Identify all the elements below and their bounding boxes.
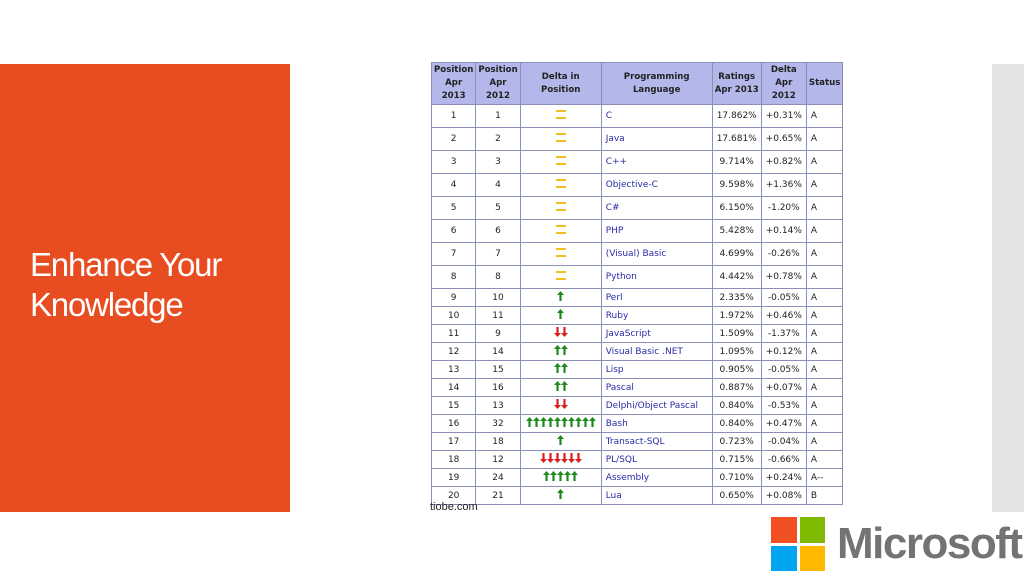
arrow-up-icon (547, 417, 554, 427)
cell-delta-rating: +0.82% (761, 151, 806, 174)
table-row (432, 343, 843, 361)
delta-indicator (554, 345, 568, 355)
arrow-up-icon (557, 471, 564, 481)
cell-position-2012: 3 (476, 151, 520, 174)
logo-square-yellow (800, 546, 826, 572)
arrow-up-icon (561, 345, 568, 355)
cell-status: A (806, 307, 842, 325)
cell-position-2013: 16 (432, 415, 476, 433)
slide-title (30, 245, 280, 325)
cell-status: B (806, 487, 842, 505)
cell-language: Assembly (601, 469, 712, 487)
cell-delta-rating: -0.05% (761, 289, 806, 307)
arrow-up-icon (568, 417, 575, 427)
delta-indicator (556, 248, 566, 257)
cell-delta-position (520, 451, 601, 469)
equals-icon (556, 133, 566, 142)
delta-indicator (554, 399, 568, 409)
cell-language: C# (601, 197, 712, 220)
cell-delta-position (520, 128, 601, 151)
cell-delta-rating: +0.14% (761, 220, 806, 243)
cell-ratings: 5.428% (712, 220, 761, 243)
arrow-up-icon (561, 381, 568, 391)
table-row (432, 197, 843, 220)
arrow-up-icon (554, 345, 561, 355)
logo-square-red (771, 517, 797, 543)
arrow-down-icon (554, 399, 561, 409)
equals-icon (556, 248, 566, 257)
cell-delta-position (520, 361, 601, 379)
cell-position-2013: 6 (432, 220, 476, 243)
cell-delta-rating: +0.24% (761, 469, 806, 487)
delta-indicator (557, 291, 564, 301)
ranking-table-container (431, 62, 843, 505)
cell-delta-position (520, 197, 601, 220)
delta-indicator (557, 489, 564, 499)
equals-icon (556, 271, 566, 280)
cell-position-2012: 11 (476, 307, 520, 325)
cell-status: A (806, 415, 842, 433)
cell-status: A (806, 105, 842, 128)
cell-ratings: 4.442% (712, 266, 761, 289)
slide-title-line-1: Enhance Your (30, 246, 222, 283)
delta-indicator (540, 453, 582, 463)
delta-indicator (556, 156, 566, 165)
cell-language: Lisp (601, 361, 712, 379)
cell-position-2013: 10 (432, 307, 476, 325)
cell-ratings: 17.862% (712, 105, 761, 128)
cell-delta-rating: +0.07% (761, 379, 806, 397)
cell-position-2013: 5 (432, 197, 476, 220)
cell-status: A (806, 451, 842, 469)
cell-position-2012: 2 (476, 128, 520, 151)
cell-ratings: 1.095% (712, 343, 761, 361)
cell-status: A (806, 197, 842, 220)
cell-language: JavaScript (601, 325, 712, 343)
slide-title-line-2: Knowledge (30, 286, 183, 323)
header-position-2013: Position Apr 2013 (432, 63, 476, 105)
cell-status: A (806, 174, 842, 197)
cell-status: A (806, 289, 842, 307)
arrow-up-icon (557, 291, 564, 301)
delta-indicator (557, 309, 564, 319)
cell-delta-rating: -0.53% (761, 397, 806, 415)
arrow-up-icon (554, 381, 561, 391)
cell-language: Python (601, 266, 712, 289)
arrow-down-icon (561, 399, 568, 409)
header-delta-rating: Delta Apr 2012 (761, 63, 806, 105)
cell-ratings: 4.699% (712, 243, 761, 266)
cell-position-2012: 4 (476, 174, 520, 197)
table-row (432, 397, 843, 415)
cell-delta-position (520, 289, 601, 307)
arrow-up-icon (540, 417, 547, 427)
cell-ratings: 2.335% (712, 289, 761, 307)
cell-language: C (601, 105, 712, 128)
table-row (432, 266, 843, 289)
side-decor-bar (992, 64, 1024, 512)
cell-language: (Visual) Basic (601, 243, 712, 266)
arrow-up-icon (564, 471, 571, 481)
cell-position-2012: 1 (476, 105, 520, 128)
cell-position-2013: 8 (432, 266, 476, 289)
cell-language: Java (601, 128, 712, 151)
cell-position-2013: 12 (432, 343, 476, 361)
cell-position-2012: 6 (476, 220, 520, 243)
table-row (432, 105, 843, 128)
cell-status: A (806, 343, 842, 361)
cell-position-2013: 9 (432, 289, 476, 307)
cell-delta-rating: -0.66% (761, 451, 806, 469)
cell-position-2012: 9 (476, 325, 520, 343)
cell-language: Objective-C (601, 174, 712, 197)
table-row (432, 415, 843, 433)
header-ratings: Ratings Apr 2013 (712, 63, 761, 105)
cell-ratings: 0.715% (712, 451, 761, 469)
cell-delta-position (520, 469, 601, 487)
cell-delta-position (520, 220, 601, 243)
cell-position-2012: 32 (476, 415, 520, 433)
cell-position-2013: 7 (432, 243, 476, 266)
arrow-up-icon (554, 363, 561, 373)
header-delta-position: Delta in Position (520, 63, 601, 105)
cell-position-2012: 5 (476, 197, 520, 220)
cell-position-2013: 1 (432, 105, 476, 128)
arrow-up-icon (571, 471, 578, 481)
cell-status: A (806, 128, 842, 151)
cell-status: A (806, 151, 842, 174)
cell-position-2012: 12 (476, 451, 520, 469)
table-row (432, 220, 843, 243)
cell-ratings: 0.710% (712, 469, 761, 487)
cell-delta-position (520, 379, 601, 397)
table-row (432, 487, 843, 505)
delta-indicator (554, 327, 568, 337)
ranking-table (431, 62, 843, 505)
cell-ratings: 1.509% (712, 325, 761, 343)
header-status: Status (806, 63, 842, 105)
cell-ratings: 0.905% (712, 361, 761, 379)
cell-delta-rating: -0.05% (761, 361, 806, 379)
cell-delta-rating: +0.12% (761, 343, 806, 361)
cell-delta-position (520, 174, 601, 197)
cell-ratings: 0.650% (712, 487, 761, 505)
cell-status: A (806, 325, 842, 343)
cell-delta-rating: +0.78% (761, 266, 806, 289)
table-row (432, 451, 843, 469)
delta-indicator (557, 435, 564, 445)
arrow-down-icon (540, 453, 547, 463)
delta-indicator (556, 225, 566, 234)
cell-language: Bash (601, 415, 712, 433)
cell-position-2013: 11 (432, 325, 476, 343)
cell-delta-rating: -1.37% (761, 325, 806, 343)
cell-language: PL/SQL (601, 451, 712, 469)
cell-status: A-- (806, 469, 842, 487)
cell-ratings: 9.598% (712, 174, 761, 197)
cell-status: A (806, 433, 842, 451)
cell-position-2012: 14 (476, 343, 520, 361)
cell-delta-position (520, 397, 601, 415)
table-row (432, 307, 843, 325)
cell-delta-rating: +0.08% (761, 487, 806, 505)
cell-language: C++ (601, 151, 712, 174)
cell-language: Ruby (601, 307, 712, 325)
cell-position-2013: 18 (432, 451, 476, 469)
table-row (432, 128, 843, 151)
delta-indicator (556, 133, 566, 142)
cell-delta-position (520, 266, 601, 289)
cell-delta-rating: +0.65% (761, 128, 806, 151)
arrow-up-icon (582, 417, 589, 427)
cell-status: A (806, 266, 842, 289)
delta-indicator (554, 381, 568, 391)
cell-position-2013: 20 (432, 487, 476, 505)
cell-ratings: 17.681% (712, 128, 761, 151)
cell-ratings: 1.972% (712, 307, 761, 325)
cell-position-2013: 15 (432, 397, 476, 415)
cell-delta-rating: -0.04% (761, 433, 806, 451)
header-language: Programming Language (601, 63, 712, 105)
arrow-up-icon (554, 417, 561, 427)
cell-status: A (806, 379, 842, 397)
cell-language: Perl (601, 289, 712, 307)
table-row (432, 243, 843, 266)
arrow-up-icon (589, 417, 596, 427)
delta-indicator (556, 202, 566, 211)
source-credit: tiobe.com (430, 501, 478, 513)
arrow-up-icon (561, 417, 568, 427)
arrow-up-icon (557, 489, 564, 499)
arrow-up-icon (561, 363, 568, 373)
cell-delta-rating: +0.31% (761, 105, 806, 128)
cell-position-2013: 14 (432, 379, 476, 397)
cell-delta-position (520, 487, 601, 505)
logo-square-blue (771, 546, 797, 572)
cell-language: Visual Basic .NET (601, 343, 712, 361)
microsoft-logo (771, 517, 1021, 573)
cell-delta-rating: +1.36% (761, 174, 806, 197)
cell-delta-position (520, 325, 601, 343)
delta-indicator (556, 179, 566, 188)
cell-position-2012: 15 (476, 361, 520, 379)
cell-position-2012: 24 (476, 469, 520, 487)
cell-delta-position (520, 343, 601, 361)
cell-delta-position (520, 433, 601, 451)
cell-position-2013: 19 (432, 469, 476, 487)
header-position-2012: Position Apr 2012 (476, 63, 520, 105)
cell-position-2012: 16 (476, 379, 520, 397)
cell-delta-rating: -1.20% (761, 197, 806, 220)
arrow-down-icon (547, 453, 554, 463)
cell-status: A (806, 397, 842, 415)
cell-ratings: 9.714% (712, 151, 761, 174)
table-row (432, 174, 843, 197)
table-header-row (432, 63, 843, 105)
equals-icon (556, 202, 566, 211)
cell-position-2013: 2 (432, 128, 476, 151)
cell-position-2013: 17 (432, 433, 476, 451)
cell-ratings: 0.887% (712, 379, 761, 397)
table-row (432, 361, 843, 379)
microsoft-wordmark: Microsoft (837, 519, 1022, 568)
arrow-down-icon (561, 453, 568, 463)
arrow-down-icon (568, 453, 575, 463)
cell-delta-position (520, 243, 601, 266)
cell-delta-rating: +0.47% (761, 415, 806, 433)
table-row (432, 325, 843, 343)
cell-position-2013: 3 (432, 151, 476, 174)
cell-language: Pascal (601, 379, 712, 397)
delta-indicator (526, 417, 596, 427)
equals-icon (556, 156, 566, 165)
equals-icon (556, 110, 566, 119)
equals-icon (556, 179, 566, 188)
cell-status: A (806, 220, 842, 243)
table-row (432, 469, 843, 487)
cell-delta-position (520, 415, 601, 433)
cell-status: A (806, 361, 842, 379)
cell-ratings: 0.723% (712, 433, 761, 451)
arrow-down-icon (554, 453, 561, 463)
arrow-down-icon (561, 327, 568, 337)
cell-position-2012: 8 (476, 266, 520, 289)
cell-delta-rating: +0.46% (761, 307, 806, 325)
delta-indicator (556, 271, 566, 280)
cell-position-2012: 10 (476, 289, 520, 307)
cell-position-2013: 4 (432, 174, 476, 197)
cell-position-2012: 18 (476, 433, 520, 451)
table-row (432, 151, 843, 174)
table-row (432, 379, 843, 397)
table-row (432, 289, 843, 307)
arrow-up-icon (557, 435, 564, 445)
cell-position-2012: 21 (476, 487, 520, 505)
arrow-down-icon (554, 327, 561, 337)
microsoft-logo-squares-icon (771, 517, 825, 571)
delta-indicator (554, 363, 568, 373)
arrow-up-icon (526, 417, 533, 427)
cell-language: Lua (601, 487, 712, 505)
cell-position-2012: 13 (476, 397, 520, 415)
cell-delta-rating: -0.26% (761, 243, 806, 266)
arrow-down-icon (575, 453, 582, 463)
arrow-up-icon (543, 471, 550, 481)
delta-indicator (556, 110, 566, 119)
cell-delta-position (520, 105, 601, 128)
cell-ratings: 0.840% (712, 397, 761, 415)
logo-square-green (800, 517, 826, 543)
arrow-up-icon (575, 417, 582, 427)
arrow-up-icon (550, 471, 557, 481)
cell-ratings: 0.840% (712, 415, 761, 433)
cell-language: Transact-SQL (601, 433, 712, 451)
cell-delta-position (520, 151, 601, 174)
arrow-up-icon (557, 309, 564, 319)
cell-delta-position (520, 307, 601, 325)
cell-position-2012: 7 (476, 243, 520, 266)
delta-indicator (543, 471, 578, 481)
cell-status: A (806, 243, 842, 266)
cell-position-2013: 13 (432, 361, 476, 379)
arrow-up-icon (533, 417, 540, 427)
equals-icon (556, 225, 566, 234)
cell-language: Delphi/Object Pascal (601, 397, 712, 415)
cell-language: PHP (601, 220, 712, 243)
table-row (432, 433, 843, 451)
cell-ratings: 6.150% (712, 197, 761, 220)
